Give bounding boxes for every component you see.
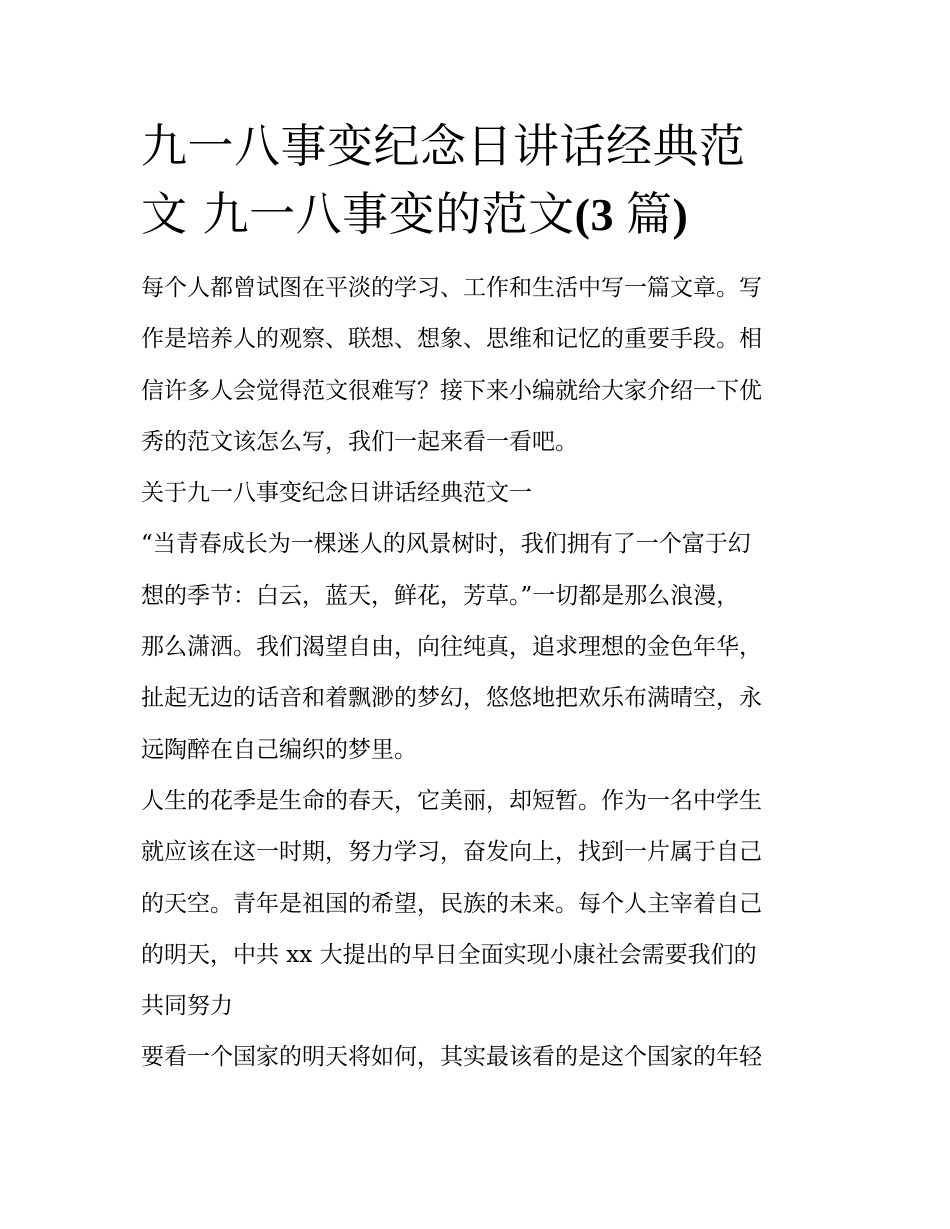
- paragraph-line: 信许多人会觉得范文很难写？接下来小编就给大家介绍一下优: [141, 377, 762, 404]
- paragraph-nation: [141, 1032, 816, 1083]
- document-title: [141, 112, 816, 249]
- document-body: [141, 263, 816, 1084]
- paragraph-line: 远陶醉在自己编织的梦里。: [141, 736, 417, 763]
- title-line-1: 九一八事变纪念日讲话经典范: [141, 119, 746, 173]
- paragraph-line: 人生的花季是生命的春天，它美丽，却短暂。作为一名中学生: [141, 787, 762, 814]
- paragraph-intro: [141, 263, 816, 468]
- document-page: [141, 112, 816, 1084]
- section-heading: [141, 468, 816, 519]
- paragraph-line: 的明天，中共 xx 大提出的早日全面实现小康社会需要我们的: [141, 941, 757, 968]
- paragraph-line: 那么潇洒。我们渴望自由，向往纯真，追求理想的金色年华，: [141, 634, 762, 661]
- section-heading-text: 关于九一八事变纪念日讲话经典范文一: [141, 480, 532, 507]
- paragraph-line: 想的季节：白云，蓝天，鲜花，芳草。”一切都是那么浪漫，: [141, 582, 740, 609]
- paragraph-line: 作是培养人的观察、联想、想象、思维和记忆的重要手段。相: [141, 326, 762, 353]
- paragraph-line: 就应该在这一时期，努力学习，奋发向上，找到一片属于自己: [141, 839, 762, 866]
- paragraph-line: 要看一个国家的明天将如何，其实最该看的是这个国家的年轻: [141, 1044, 762, 1071]
- paragraph-line: 共同努力: [141, 993, 233, 1020]
- paragraph-line: 的天空。青年是祖国的希望，民族的未来。每个人主宰着自己: [141, 890, 762, 917]
- title-count-close: ): [672, 189, 689, 240]
- paragraph-line: 每个人都曾试图在平淡的学习、工作和生活中写一篇文章。写: [141, 275, 762, 301]
- paragraph-quote: [141, 519, 816, 775]
- title-count-unit: 篇: [625, 187, 673, 241]
- title-line-2-text: 文 九一八事变的范文: [141, 187, 575, 241]
- title-count-open: (3: [574, 189, 626, 240]
- paragraph-line: 秀的范文该怎么写，我们一起来看一看吧。: [141, 428, 578, 455]
- paragraph-youth: [141, 776, 816, 1032]
- title-line-2: [141, 180, 816, 249]
- paragraph-line: 扯起无边的话音和着飘渺的梦幻，悠悠地把欢乐布满晴空，永: [141, 685, 762, 712]
- paragraph-line: “当青春成长为一棵迷人的风景树时，我们拥有了一个富于幻: [141, 531, 751, 558]
